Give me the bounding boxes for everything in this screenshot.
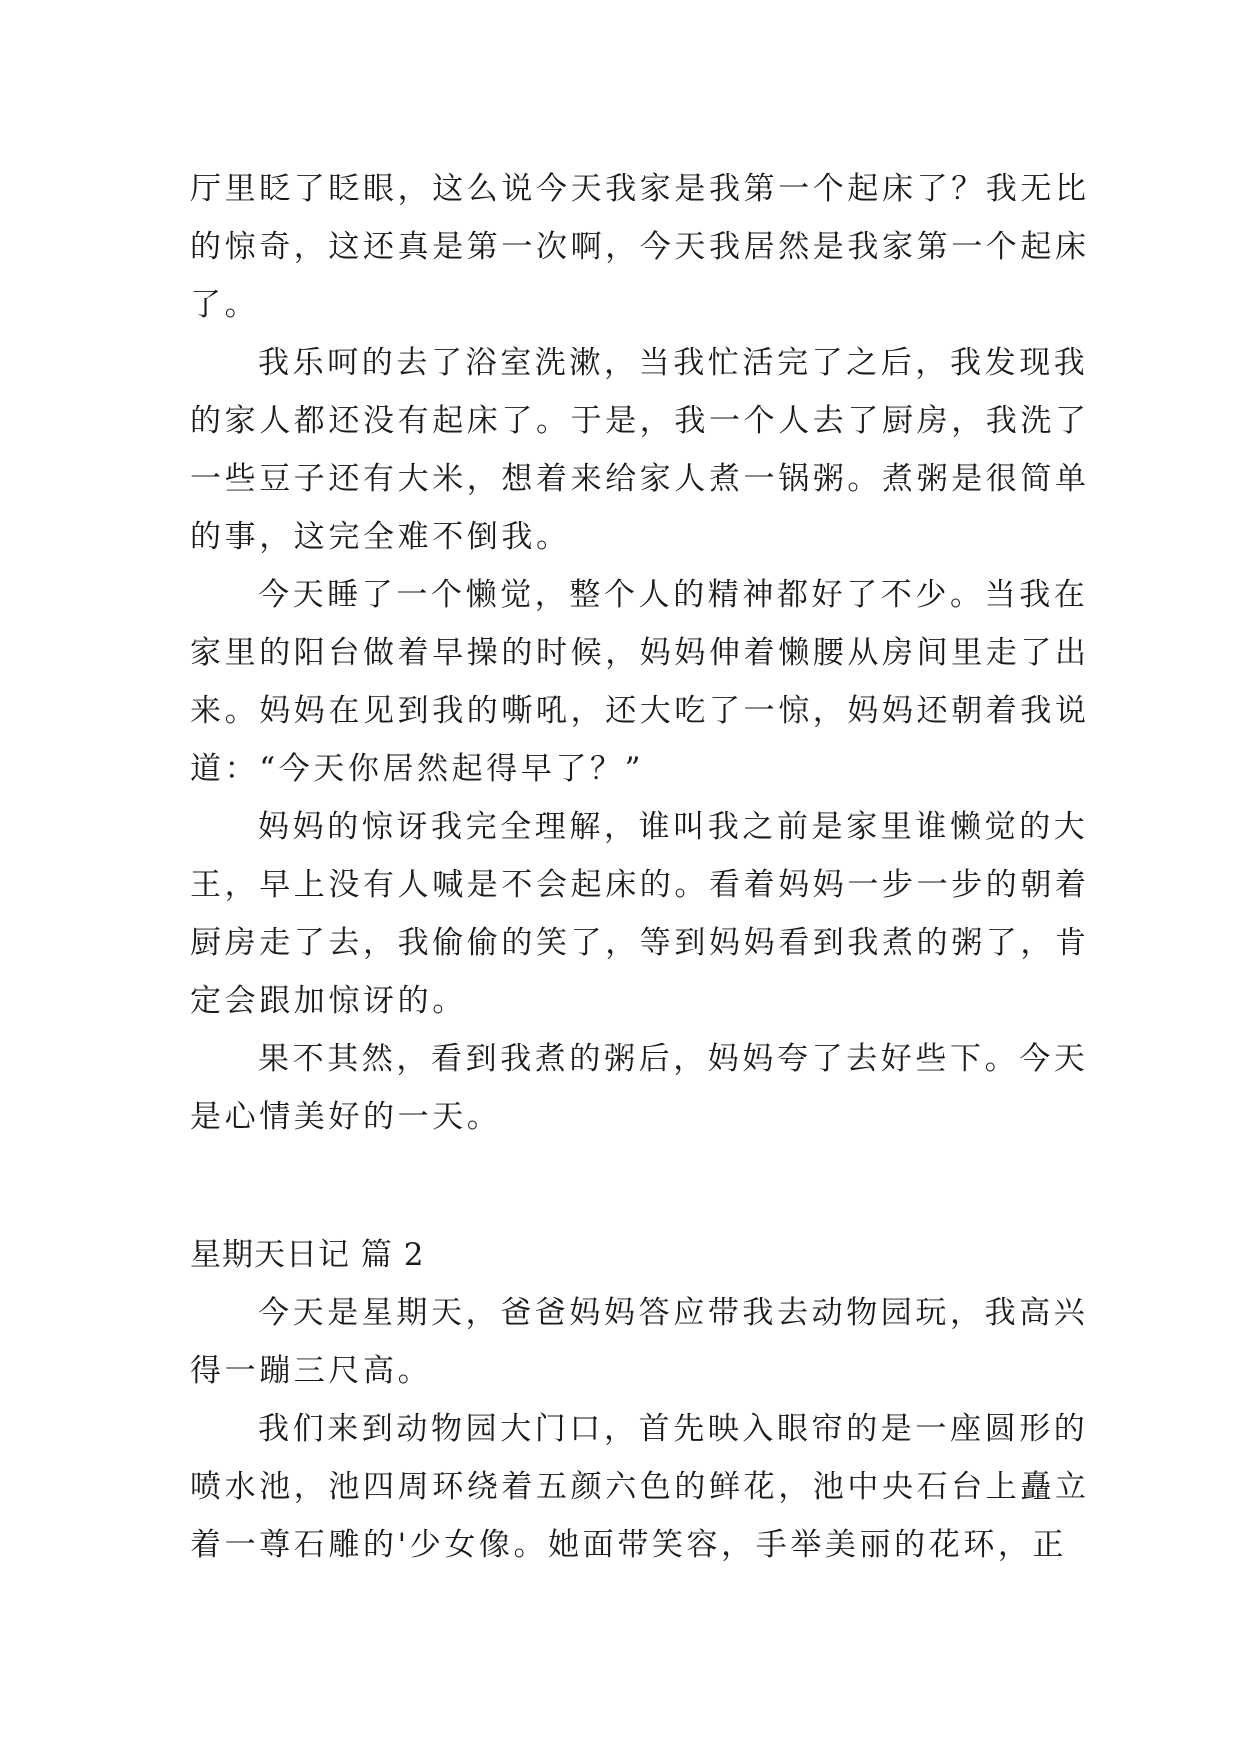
text-line: 定会跟加惊讶的。 bbox=[190, 983, 467, 1019]
text-line: 道：“今天你居然起得早了？” bbox=[190, 751, 645, 787]
text-line: 一些豆子还有大米，想着来给家人煮一锅粥。煮粥是很简单 bbox=[190, 461, 1090, 497]
text-line: 的惊奇，这还真是第一次啊，今天我居然是我家第一个起床 bbox=[190, 229, 1090, 265]
text-line: 得一蹦三尺高。 bbox=[190, 1353, 433, 1389]
document-body bbox=[190, 160, 1090, 1574]
text-line: 着一尊石雕的'少女像。她面带笑容，手举美丽的花环，正 bbox=[190, 1527, 1068, 1563]
paragraph-first-line: 果不其然，看到我煮的粥后，妈妈夸了去好些下。今天 bbox=[258, 1041, 1089, 1077]
text-line: 的家人都还没有起床了。于是，我一个人去了厨房，我洗了 bbox=[190, 403, 1090, 439]
text-line: 厅里眨了眨眼，这么说今天我家是我第一个起床了？我无比 bbox=[190, 171, 1090, 207]
paragraph-first-line: 我乐呵的去了浴室洗漱，当我忙活完了之后，我发现我 bbox=[258, 345, 1089, 381]
text-line: 王，早上没有人喊是不会起床的。看着妈妈一步一步的朝着 bbox=[190, 867, 1090, 903]
text-line: 的事，这完全难不倒我。 bbox=[190, 519, 571, 555]
section-spacer bbox=[190, 1146, 1050, 1226]
text-line: 家里的阳台做着早操的时候，妈妈伸着懒腰从房间里走了出 bbox=[190, 635, 1090, 671]
paragraph-first-line: 今天是星期天，爸爸妈妈答应带我去动物园玩，我高兴 bbox=[258, 1295, 1089, 1331]
text-line: 来。妈妈在见到我的嘶吼，还大吃了一惊，妈妈还朝着我说 bbox=[190, 693, 1090, 729]
paragraph-first-line: 今天睡了一个懒觉，整个人的精神都好了不少。当我在 bbox=[258, 577, 1089, 613]
paragraph-first-line: 妈妈的惊讶我完全理解，谁叫我之前是家里谁懒觉的大 bbox=[258, 809, 1089, 845]
section-heading: 星期天日记 篇 2 bbox=[190, 1237, 425, 1273]
text-line: 喷水池，池四周环绕着五颜六色的鲜花，池中央石台上矗立 bbox=[190, 1469, 1090, 1505]
text-line: 是心情美好的一天。 bbox=[190, 1099, 502, 1135]
text-line: 厨房走了去，我偷偷的笑了，等到妈妈看到我煮的粥了，肯 bbox=[190, 925, 1090, 961]
paragraph-first-line: 我们来到动物园大门口，首先映入眼帘的是一座圆形的 bbox=[258, 1411, 1089, 1447]
text-line: 了。 bbox=[190, 287, 260, 323]
